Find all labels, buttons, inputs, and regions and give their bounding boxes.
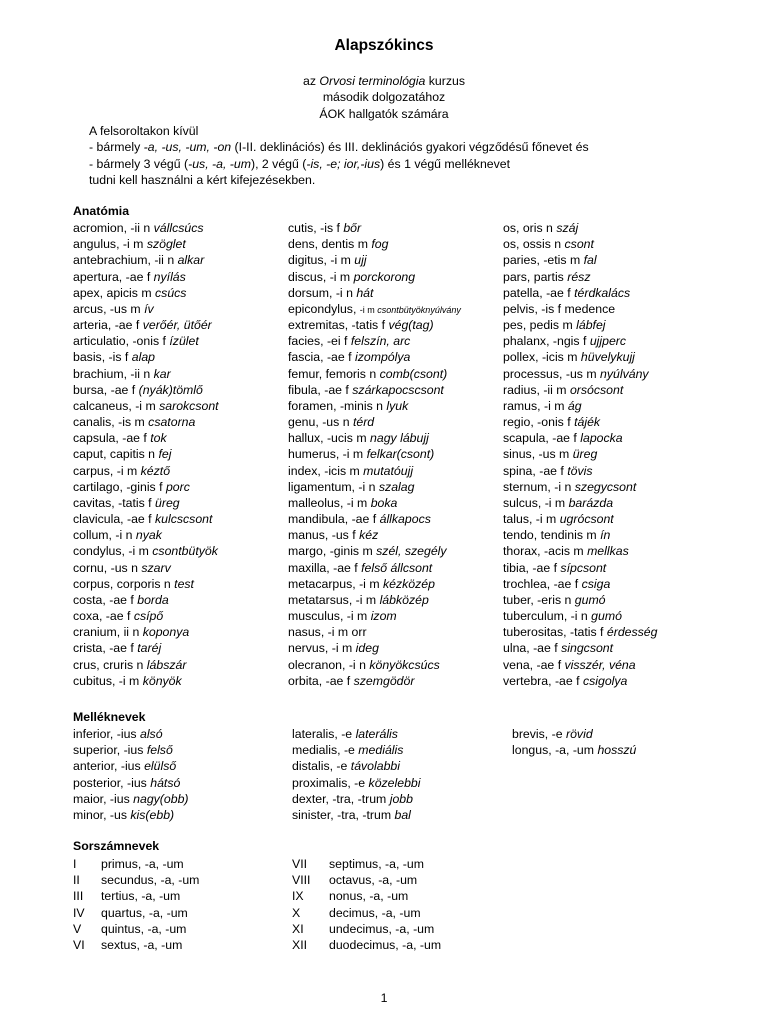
vocab-entry: pes, pedis m lábfej	[503, 318, 606, 333]
ordinal-word: octavus, -a, -um	[329, 873, 418, 888]
vocab-entry: pars, partis rész	[503, 269, 591, 284]
vocab-entry: spina, -ae f tövis	[503, 463, 593, 478]
vocab-entry: olecranon, -i n könyökcsúcs	[288, 657, 440, 672]
intro-line: A felsoroltakon kívül	[89, 124, 199, 138]
vocab-entry: margo, -ginis m szél, szegély	[288, 544, 447, 559]
intro-line: tudni kell használni a kért kifejezésekben.	[89, 172, 316, 187]
vocab-entry: pelvis, -is f medence	[503, 301, 616, 316]
vocab-entry: epicondylus, -i m csontbütyöknyúlvány	[288, 301, 461, 316]
vocab-entry: vena, -ae f visszér, véna	[503, 657, 636, 672]
sorszam-column-2	[292, 856, 441, 953]
vocab-entry: dens, dentis m fog	[288, 237, 389, 252]
subtitle-line: az Orvosi terminológia kurzus	[303, 74, 465, 88]
ordinal-entry	[292, 856, 441, 872]
vocab-entry: caput, capitis n fej	[73, 447, 172, 462]
ordinal-word: undecimus, -a, -um	[329, 921, 435, 936]
vocab-entry: discus, -i m porckorong	[288, 269, 416, 284]
vocab-entry: sinister, -tra, -trum bal	[292, 807, 411, 822]
anatomia-column-2	[288, 220, 461, 689]
intro-text	[89, 123, 589, 188]
intro-line: - bármely -a, -us, -um, -on (I-II. deklinációs) és III. deklinációs gyakori végződésű főnevet és	[89, 140, 589, 155]
vocab-entry: angulus, -i m szöglet	[73, 237, 186, 252]
vocab-entry: carpus, -i m kéztő	[73, 463, 171, 478]
subtitle-line: második dolgozatához	[322, 90, 446, 105]
mellekneve-column-1	[73, 726, 189, 823]
ordinal-entry	[73, 937, 199, 953]
vocab-entry: tibia, -ae f sípcsont	[503, 560, 607, 575]
vocab-entry: brachium, -ii n kar	[73, 366, 171, 381]
ordinal-entry	[73, 921, 199, 937]
vocab-entry: os, oris n száj	[503, 221, 579, 235]
vocab-entry: foramen, -minis n lyuk	[288, 398, 409, 413]
vocab-entry: metatarsus, -i m lábközép	[288, 592, 429, 607]
ordinal-entry	[292, 872, 441, 888]
vocab-entry: ramus, -i m ág	[503, 398, 582, 413]
ordinal-word: decimus, -a, -um	[329, 905, 421, 920]
ordinal-word: duodecimus, -a, -um	[329, 937, 442, 952]
vocab-entry: cutis, -is f bőr	[288, 221, 362, 235]
vocab-entry: os, ossis n csont	[503, 237, 594, 252]
vocab-entry: tuberositas, -tatis f érdesség	[503, 625, 658, 640]
mellekneve-column-2	[292, 726, 421, 823]
vocab-entry: tuberculum, -i n gumó	[503, 609, 622, 624]
roman-numeral: V	[73, 921, 82, 936]
vocab-entry: nasus, -i m orr	[288, 625, 367, 640]
vocab-entry: cartilago, -ginis f porc	[73, 479, 190, 494]
vocab-entry: paries, -etis m fal	[503, 253, 597, 268]
vocab-entry: index, -icis m mutatóujj	[288, 463, 414, 478]
ordinal-word: secundus, -a, -um	[101, 873, 200, 888]
mellekneve-column-3	[512, 726, 636, 758]
vocab-entry: pollex, -icis m hüvelykujj	[503, 350, 635, 365]
section-heading-sorszam: Sorszámnevek	[73, 839, 160, 853]
roman-numeral: X	[292, 905, 301, 920]
vocab-entry: sinus, -us m üreg	[503, 447, 598, 462]
ordinal-entry	[73, 888, 199, 904]
vocab-entry: hallux, -ucis m nagy lábujj	[288, 431, 429, 446]
vocab-entry: minor, -us kis(ebb)	[73, 807, 175, 822]
vocab-entry: dorsum, -i n hát	[288, 285, 374, 300]
ordinal-entry	[73, 872, 199, 888]
subtitle	[0, 73, 768, 122]
vocab-entry: apertura, -ae f nyílás	[73, 269, 186, 284]
section-heading-mellekneve: Melléknevek	[73, 710, 146, 724]
ordinal-word: septimus, -a, -um	[329, 857, 424, 871]
vocab-entry: malleolus, -i m boka	[288, 495, 398, 510]
vocab-entry: cornu, -us n szarv	[73, 560, 171, 575]
ordinal-entry	[292, 905, 441, 921]
vocab-entry: humerus, -i m felkar(csont)	[288, 447, 435, 462]
vocab-entry: cubitus, -i m könyök	[73, 673, 182, 688]
vocab-entry: dexter, -tra, -trum jobb	[292, 791, 413, 806]
vocab-entry: metacarpus, -i m kézközép	[288, 576, 435, 591]
vocab-entry: phalanx, -ngis f ujjperc	[503, 334, 627, 349]
vocab-entry: extremitas, -tatis f vég(tag)	[288, 318, 434, 333]
roman-numeral: VIII	[292, 873, 311, 888]
ordinal-word: quintus, -a, -um	[101, 921, 187, 936]
ordinal-entry	[292, 888, 441, 904]
vocab-entry: superior, -ius felső	[73, 743, 173, 758]
vocab-entry: mandibula, -ae f állkapocs	[288, 512, 431, 527]
vocab-entry: corpus, corporis n test	[73, 576, 194, 591]
page-title: Alapszókincs	[334, 37, 434, 54]
intro-line: - bármely 3 végű (-us, -a, -um), 2 végű (-is, -e; ior,-ius) és 1 végű melléknevet	[89, 156, 511, 171]
subtitle-line: ÁOK hallgatók számára	[319, 106, 449, 121]
vocab-entry: bursa, -ae f (nyák)tömlő	[73, 382, 203, 397]
vocab-entry: tuber, -eris n gumó	[503, 592, 606, 607]
vocab-entry: arcus, -us m ív	[73, 301, 154, 316]
vocab-entry: processus, -us m nyúlvány	[503, 366, 649, 381]
vocab-entry: basis, -is f alap	[73, 350, 156, 365]
vocab-entry: orbita, -ae f szemgödör	[288, 673, 415, 688]
vocab-entry: clavicula, -ae f kulcscsont	[73, 512, 213, 527]
roman-numeral: XII	[292, 937, 308, 952]
vocab-entry: coxa, -ae f csípő	[73, 609, 164, 624]
vocab-entry: articulatio, -onis f ízület	[73, 334, 199, 349]
vocab-entry: tendo, tendinis m ín	[503, 528, 611, 543]
vocab-entry: cavitas, -tatis f üreg	[73, 495, 180, 510]
vocab-entry: acromion, -ii n vállcsúcs	[73, 221, 204, 235]
vocab-entry: cranium, ii n koponya	[73, 625, 190, 640]
page-number: 1	[380, 991, 388, 1005]
vocab-entry: condylus, -i m csontbütyök	[73, 544, 218, 559]
ordinal-entry	[73, 905, 199, 921]
anatomia-column-3	[503, 220, 657, 689]
vocab-entry: canalis, -is m csatorna	[73, 415, 196, 430]
ordinal-entry	[73, 856, 199, 872]
vocab-entry: thorax, -acis m mellkas	[503, 544, 629, 559]
vocab-entry: proximalis, -e közelebbi	[292, 775, 421, 790]
vocab-entry: trochlea, -ae f csiga	[503, 576, 611, 591]
vocab-entry: femur, femoris n comb(csont)	[288, 366, 448, 381]
vocab-entry: antebrachium, -ii n alkar	[73, 253, 205, 268]
vocab-entry: collum, -i n nyak	[73, 528, 162, 543]
roman-numeral: VI	[73, 937, 85, 952]
vocab-entry: arteria, -ae f verőér, ütőér	[73, 318, 212, 333]
vocab-entry: talus, -i m ugrócsont	[503, 512, 614, 527]
roman-numeral: II	[73, 873, 80, 888]
vocab-entry: crista, -ae f taréj	[73, 641, 162, 656]
vocab-entry: musculus, -i m izom	[288, 609, 397, 624]
vocab-entry: sternum, -i n szegycsont	[503, 479, 637, 494]
vocab-entry: digitus, -i m ujj	[288, 253, 367, 268]
roman-numeral: IV	[73, 905, 85, 920]
roman-numeral: I	[73, 857, 77, 871]
roman-numeral: XI	[292, 921, 304, 936]
sorszam-column-1	[73, 856, 199, 953]
vocab-entry: ligamentum, -i n szalag	[288, 479, 415, 494]
vocab-entry: patella, -ae f térdkalács	[503, 285, 631, 300]
vocab-entry: longus, -a, -um hosszú	[512, 743, 637, 758]
ordinal-word: quartus, -a, -um	[101, 905, 188, 920]
vocab-entry: crus, cruris n lábszár	[73, 657, 187, 672]
vocab-entry: inferior, -ius alsó	[73, 727, 163, 741]
vocab-entry: brevis, -e rövid	[512, 727, 593, 741]
vocab-entry: sulcus, -i m barázda	[503, 495, 614, 510]
ordinal-word: primus, -a, -um	[101, 857, 184, 871]
vocab-entry: anterior, -ius elülső	[73, 759, 177, 774]
vocab-entry: nervus, -i m ideg	[288, 641, 379, 656]
vocab-entry: scapula, -ae f lapocka	[503, 431, 623, 446]
vocab-entry: costa, -ae f borda	[73, 592, 169, 607]
vocab-entry: capsula, -ae f tok	[73, 431, 167, 446]
vocab-entry: manus, -us f kéz	[288, 528, 379, 543]
roman-numeral: III	[73, 889, 84, 904]
vocab-entry: maior, -ius nagy(obb)	[73, 791, 189, 806]
vocab-entry: fibula, -ae f szárkapocscsont	[288, 382, 444, 397]
roman-numeral: IX	[292, 889, 304, 904]
vocab-entry: calcaneus, -i m sarokcsont	[73, 398, 219, 413]
vocab-entry: posterior, -ius hátsó	[73, 775, 181, 790]
vocab-entry: maxilla, -ae f felső állcsont	[288, 560, 433, 575]
vocab-entry: vertebra, -ae f csigolya	[503, 673, 628, 688]
ordinal-word: sextus, -a, -um	[101, 937, 183, 952]
ordinal-entry	[292, 937, 441, 953]
vocab-entry: fascia, -ae f izompólya	[288, 350, 411, 365]
vocab-entry: apex, apicis m csúcs	[73, 285, 187, 300]
vocab-entry: facies, -ei f felszín, arc	[288, 334, 411, 349]
vocab-entry: distalis, -e távolabbi	[292, 759, 401, 774]
section-heading-anatomia: Anatómia	[73, 204, 130, 218]
ordinal-word: tertius, -a, -um	[101, 889, 181, 904]
roman-numeral: VII	[292, 857, 308, 871]
vocab-entry: lateralis, -e laterális	[292, 727, 398, 741]
ordinal-word: nonus, -a, -um	[329, 889, 409, 904]
vocab-entry: radius, -ii m orsócsont	[503, 382, 624, 397]
ordinal-entry	[292, 921, 441, 937]
vocab-entry: ulna, -ae f singcsont	[503, 641, 614, 656]
vocab-entry: medialis, -e mediális	[292, 743, 404, 758]
vocab-entry: genu, -us n térd	[288, 415, 375, 430]
anatomia-column-1	[73, 220, 219, 689]
vocab-entry: regio, -onis f tájék	[503, 415, 601, 430]
